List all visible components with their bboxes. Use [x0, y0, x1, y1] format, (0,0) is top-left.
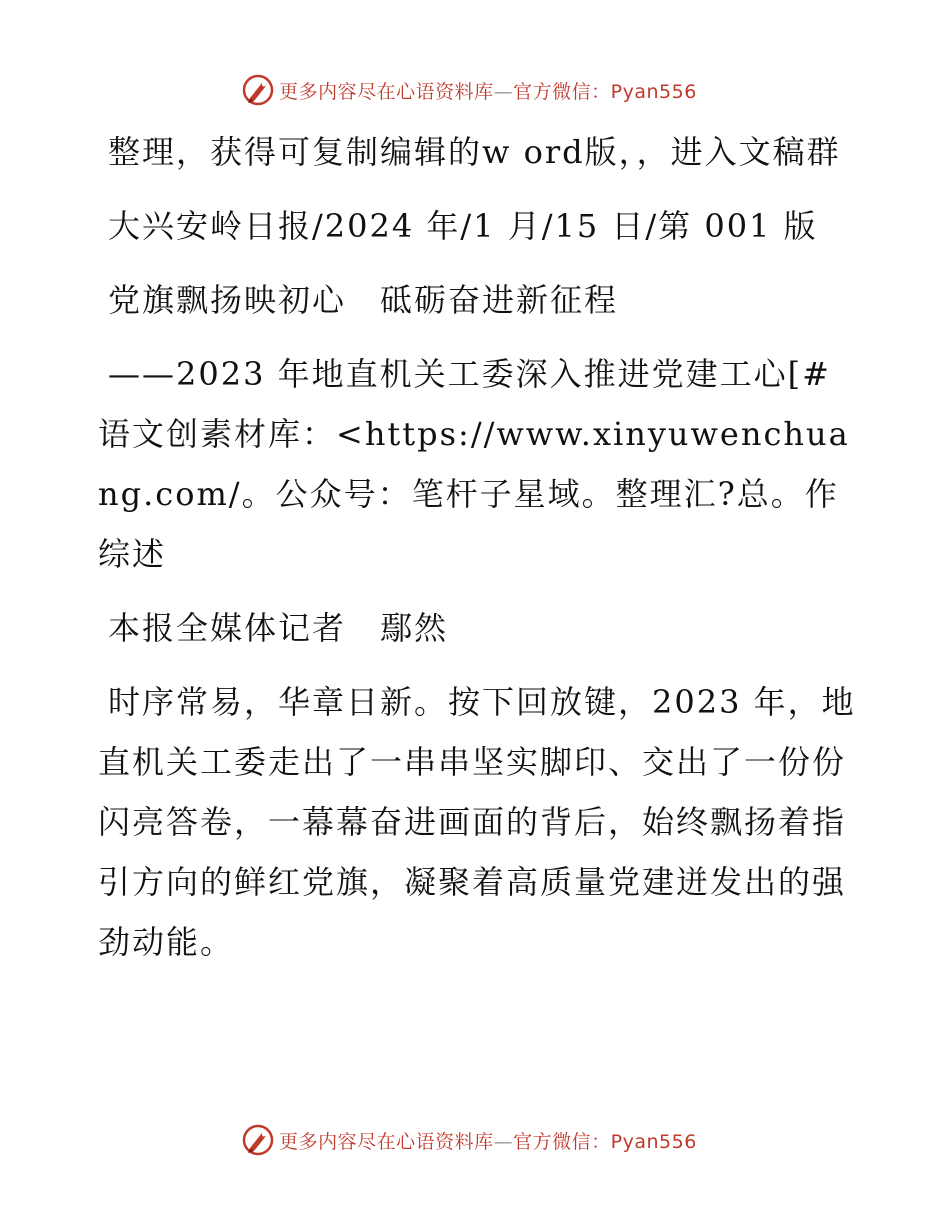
watermark-wechat: 官方微信：Pyan556: [513, 80, 697, 103]
watermark-main: 更多内容尽在心语资料库: [279, 1130, 494, 1153]
watermark-text: [279, 77, 697, 104]
byline: 本报全媒体记者 鄢然: [108, 609, 449, 647]
header-watermark: [0, 70, 950, 110]
publication-line: 大兴安岭日报/2024 年/1 月/15 日/第 001 版: [108, 207, 818, 245]
document-body: [98, 122, 858, 986]
footer-watermark: [0, 1120, 950, 1160]
pen-logo-icon: [241, 1123, 275, 1157]
watermark-separator: —: [493, 1130, 514, 1153]
article-subtitle: ——2023 年地直机关工委深入推进党建工心[#语文创素材库：<https://www.xinyuwenchuang.com/。公众号：笔杆子星域。整理汇?总。作综述: [98, 355, 850, 573]
watermark-wechat: 官方微信：Pyan556: [513, 1130, 697, 1153]
watermark-text: [279, 1127, 697, 1154]
watermark-group: [241, 73, 697, 107]
pen-logo-icon: [241, 73, 275, 107]
watermark-separator: —: [493, 80, 514, 103]
watermark-group: [241, 1123, 697, 1157]
watermark-main: 更多内容尽在心语资料库: [279, 80, 494, 103]
body-paragraph: 时序常易，华章日新。按下回放键，2023 年，地直机关工委走出了一串串坚实脚印、交出了一份份闪亮答卷，一幕幕奋进画面的背后，始终飘扬着指引方向的鲜红党旗，凝聚着高质量党建迸发出的强劲动能。: [98, 683, 856, 961]
intro-note: 整理，获得可复制编辑的w ord版，，进入文稿群: [108, 133, 841, 171]
article-title: 党旗飘扬映初心 砥砺奋进新征程: [108, 281, 619, 319]
